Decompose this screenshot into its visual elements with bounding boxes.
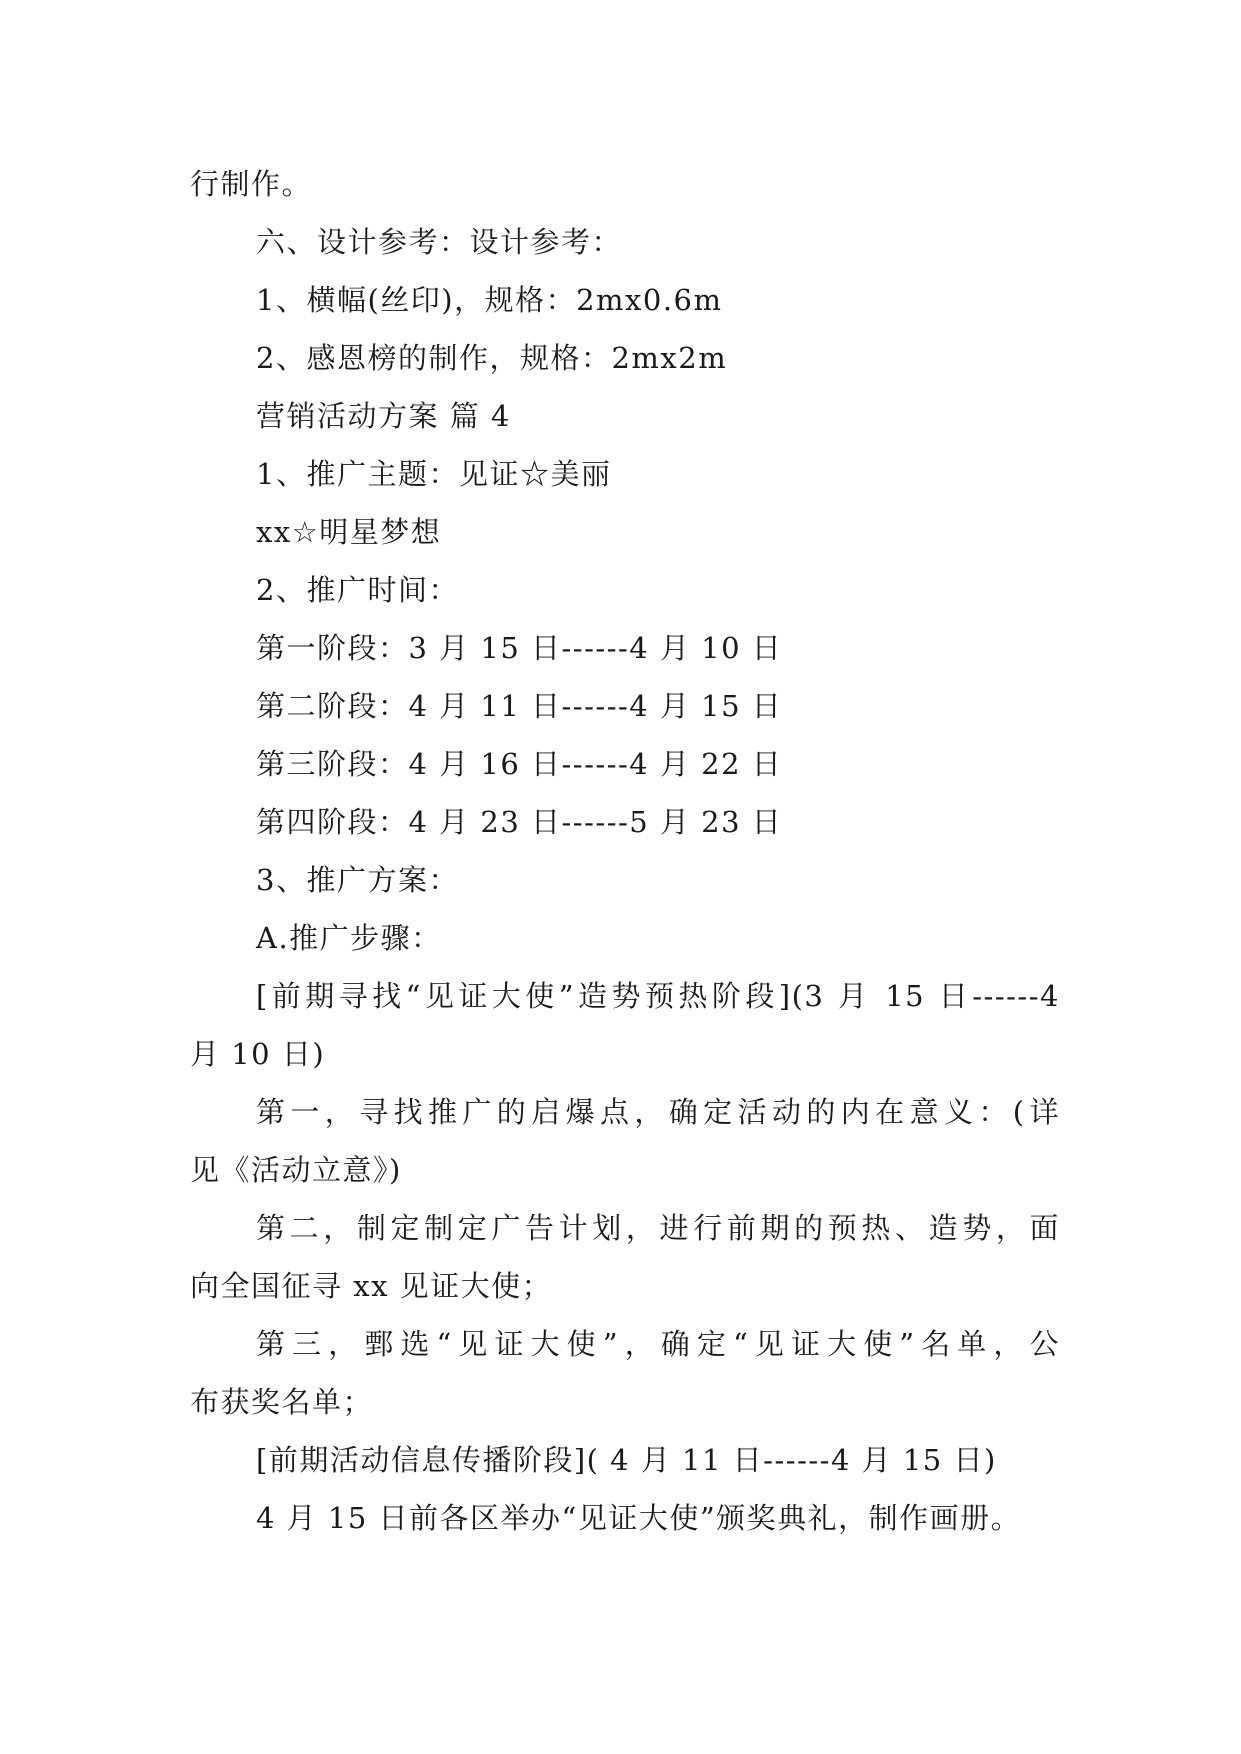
document-body <box>190 155 1060 1547</box>
paragraph-line: 行制作。 <box>190 167 313 201</box>
paragraph-line: 向全国征寻 xx 见证大使； <box>190 1269 553 1303</box>
article-title: 营销活动方案 篇 4 <box>256 399 511 433</box>
subheading: A.推广步骤： <box>256 921 442 955</box>
schedule-line: 第一阶段：3 月 15 日------4 月 10 日 <box>256 631 783 665</box>
paragraph-line: 月 10 日) <box>190 1037 326 1071</box>
paragraph-line: [前期活动信息传播阶段]( 4 月 11 日------4 月 15 日) <box>256 1443 997 1477</box>
paragraph-line: 第三，鄄选“见证大使”，确定“见证大使”名单，公 <box>256 1327 1060 1361</box>
section-heading: 六、设计参考：设计参考： <box>256 225 623 259</box>
schedule-line: 第二阶段：4 月 11 日------4 月 15 日 <box>256 689 783 723</box>
paragraph-line: xx☆明星梦想 <box>256 515 442 549</box>
list-item: 1、推广主题：见证☆美丽 <box>256 457 612 491</box>
list-item: 2、推广时间： <box>256 573 459 607</box>
paragraph-line: [前期寻找“见证大使”造势预热阶段](3 月 15 日------4 <box>256 979 1060 1013</box>
list-item: 2、感恩榜的制作，规格：2mx2m <box>256 341 728 375</box>
schedule-line: 第四阶段：4 月 23 日------5 月 23 日 <box>256 805 783 839</box>
paragraph-line: 见《活动立意》) <box>190 1153 402 1187</box>
paragraph-line: 第一，寻找推广的启爆点，确定活动的内在意义：(详 <box>256 1095 1060 1129</box>
list-item: 1、横幅(丝印)，规格：2mx0.6m <box>256 283 723 317</box>
paragraph-line: 4 月 15 日前各区举办“见证大使”颁奖典礼，制作画册。 <box>256 1501 1022 1535</box>
paragraph-line: 第二，制定制定广告计划，进行前期的预热、造势，面 <box>256 1211 1060 1245</box>
list-item: 3、推广方案： <box>256 863 459 897</box>
paragraph-line: 布获奖名单； <box>190 1385 374 1419</box>
schedule-line: 第三阶段：4 月 16 日------4 月 22 日 <box>256 747 783 781</box>
